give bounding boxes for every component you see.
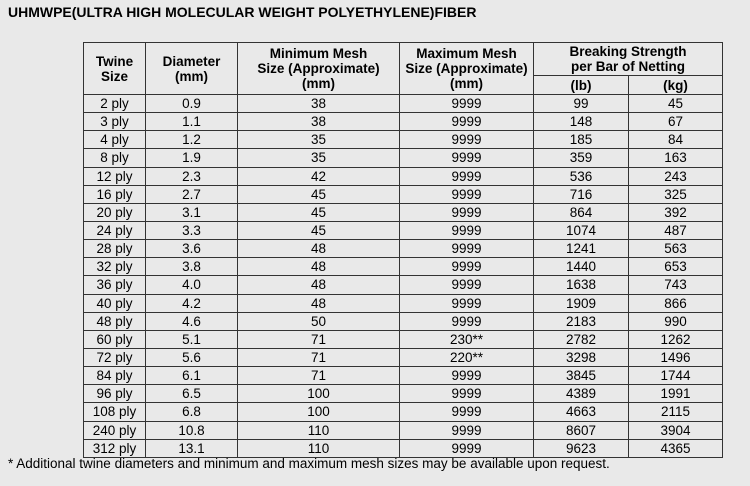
cell-strength-lb: 1440	[534, 258, 629, 276]
header-lb: (lb)	[534, 76, 629, 95]
table-row	[84, 294, 723, 312]
table-row	[84, 240, 723, 258]
cell-min-mesh: 100	[238, 385, 400, 403]
cell-strength-lb: 1909	[534, 294, 629, 312]
cell-strength-kg: 1262	[629, 330, 723, 348]
cell-twine-size: 16 ply	[84, 185, 146, 203]
cell-max-mesh: 9999	[400, 403, 534, 421]
cell-strength-kg: 866	[629, 294, 723, 312]
cell-max-mesh: 9999	[400, 149, 534, 167]
table-row	[84, 439, 723, 457]
cell-diameter: 4.2	[146, 294, 238, 312]
cell-twine-size: 4 ply	[84, 131, 146, 149]
cell-twine-size: 72 ply	[84, 348, 146, 366]
table-row	[84, 348, 723, 366]
cell-twine-size: 84 ply	[84, 367, 146, 385]
cell-min-mesh: 45	[238, 185, 400, 203]
cell-max-mesh: 9999	[400, 312, 534, 330]
cell-max-mesh: 230**	[400, 330, 534, 348]
cell-diameter: 3.6	[146, 240, 238, 258]
cell-max-mesh: 9999	[400, 203, 534, 221]
table-row	[84, 367, 723, 385]
cell-max-mesh: 9999	[400, 367, 534, 385]
table-row	[84, 330, 723, 348]
cell-max-mesh: 220**	[400, 348, 534, 366]
cell-strength-lb: 1074	[534, 221, 629, 239]
cell-max-mesh: 9999	[400, 294, 534, 312]
cell-strength-lb: 3298	[534, 348, 629, 366]
cell-min-mesh: 71	[238, 348, 400, 366]
cell-diameter: 6.1	[146, 367, 238, 385]
cell-diameter: 1.9	[146, 149, 238, 167]
table-row	[84, 385, 723, 403]
cell-min-mesh: 48	[238, 294, 400, 312]
cell-min-mesh: 38	[238, 113, 400, 131]
cell-twine-size: 36 ply	[84, 276, 146, 294]
cell-strength-lb: 8607	[534, 421, 629, 439]
cell-diameter: 5.6	[146, 348, 238, 366]
cell-min-mesh: 71	[238, 330, 400, 348]
cell-strength-lb: 716	[534, 185, 629, 203]
cell-min-mesh: 48	[238, 240, 400, 258]
cell-strength-lb: 1638	[534, 276, 629, 294]
cell-strength-kg: 1496	[629, 348, 723, 366]
cell-min-mesh: 45	[238, 203, 400, 221]
cell-twine-size: 8 ply	[84, 149, 146, 167]
spec-table	[83, 42, 723, 458]
table-row	[84, 221, 723, 239]
cell-diameter: 6.8	[146, 403, 238, 421]
cell-strength-kg: 1744	[629, 367, 723, 385]
cell-strength-kg: 163	[629, 149, 723, 167]
header-diameter: Diameter (mm)	[146, 43, 238, 95]
cell-twine-size: 12 ply	[84, 167, 146, 185]
cell-strength-lb: 4663	[534, 403, 629, 421]
cell-strength-kg: 4365	[629, 439, 723, 457]
cell-min-mesh: 48	[238, 258, 400, 276]
cell-strength-lb: 359	[534, 149, 629, 167]
cell-strength-lb: 1241	[534, 240, 629, 258]
cell-twine-size: 60 ply	[84, 330, 146, 348]
cell-diameter: 2.3	[146, 167, 238, 185]
cell-strength-kg: 563	[629, 240, 723, 258]
header-max-mesh: Maximum Mesh Size (Approximate) (mm)	[400, 43, 534, 95]
cell-diameter: 4.0	[146, 276, 238, 294]
cell-strength-kg: 392	[629, 203, 723, 221]
cell-twine-size: 28 ply	[84, 240, 146, 258]
cell-max-mesh: 9999	[400, 113, 534, 131]
cell-max-mesh: 9999	[400, 276, 534, 294]
cell-max-mesh: 9999	[400, 385, 534, 403]
cell-strength-lb: 4389	[534, 385, 629, 403]
cell-strength-kg: 84	[629, 131, 723, 149]
cell-strength-kg: 1991	[629, 385, 723, 403]
cell-diameter: 0.9	[146, 95, 238, 113]
table-row	[84, 167, 723, 185]
cell-strength-lb: 536	[534, 167, 629, 185]
cell-diameter: 1.2	[146, 131, 238, 149]
cell-min-mesh: 110	[238, 439, 400, 457]
cell-strength-kg: 743	[629, 276, 723, 294]
table-row	[84, 185, 723, 203]
cell-min-mesh: 100	[238, 403, 400, 421]
table-row	[84, 312, 723, 330]
cell-twine-size: 240 ply	[84, 421, 146, 439]
cell-strength-kg: 243	[629, 167, 723, 185]
table-row	[84, 95, 723, 113]
cell-min-mesh: 35	[238, 131, 400, 149]
cell-min-mesh: 42	[238, 167, 400, 185]
cell-twine-size: 312 ply	[84, 439, 146, 457]
header-min-mesh: Minimum Mesh Size (Approximate) (mm)	[238, 43, 400, 95]
cell-max-mesh: 9999	[400, 439, 534, 457]
cell-diameter: 3.3	[146, 221, 238, 239]
header-breaking-strength: Breaking Strength per Bar of Netting	[534, 43, 723, 76]
cell-max-mesh: 9999	[400, 221, 534, 239]
cell-diameter: 5.1	[146, 330, 238, 348]
cell-min-mesh: 35	[238, 149, 400, 167]
cell-diameter: 10.8	[146, 421, 238, 439]
table-row	[84, 149, 723, 167]
cell-twine-size: 40 ply	[84, 294, 146, 312]
cell-twine-size: 48 ply	[84, 312, 146, 330]
cell-strength-lb: 148	[534, 113, 629, 131]
cell-min-mesh: 38	[238, 95, 400, 113]
cell-strength-kg: 487	[629, 221, 723, 239]
header-kg: (kg)	[629, 76, 723, 95]
table-row	[84, 276, 723, 294]
cell-strength-lb: 864	[534, 203, 629, 221]
cell-min-mesh: 45	[238, 221, 400, 239]
cell-twine-size: 2 ply	[84, 95, 146, 113]
cell-strength-kg: 990	[629, 312, 723, 330]
cell-diameter: 3.1	[146, 203, 238, 221]
cell-diameter: 4.6	[146, 312, 238, 330]
cell-max-mesh: 9999	[400, 95, 534, 113]
cell-max-mesh: 9999	[400, 258, 534, 276]
cell-diameter: 6.5	[146, 385, 238, 403]
cell-strength-kg: 67	[629, 113, 723, 131]
cell-max-mesh: 9999	[400, 185, 534, 203]
cell-max-mesh: 9999	[400, 167, 534, 185]
cell-twine-size: 3 ply	[84, 113, 146, 131]
table-row	[84, 403, 723, 421]
table-row	[84, 113, 723, 131]
cell-strength-kg: 2115	[629, 403, 723, 421]
cell-strength-lb: 2782	[534, 330, 629, 348]
cell-strength-lb: 2183	[534, 312, 629, 330]
cell-strength-kg: 45	[629, 95, 723, 113]
cell-min-mesh: 71	[238, 367, 400, 385]
footnote: * Additional twine diameters and minimum and maximum mesh sizes may be available upon request.	[8, 456, 610, 471]
table-row	[84, 421, 723, 439]
cell-diameter: 13.1	[146, 439, 238, 457]
cell-strength-kg: 653	[629, 258, 723, 276]
cell-strength-lb: 3845	[534, 367, 629, 385]
cell-strength-lb: 9623	[534, 439, 629, 457]
table-row	[84, 131, 723, 149]
cell-twine-size: 32 ply	[84, 258, 146, 276]
spec-table-body	[84, 95, 723, 458]
header-twine-size: Twine Size	[84, 43, 146, 95]
cell-max-mesh: 9999	[400, 421, 534, 439]
cell-twine-size: 108 ply	[84, 403, 146, 421]
cell-diameter: 3.8	[146, 258, 238, 276]
cell-min-mesh: 110	[238, 421, 400, 439]
cell-twine-size: 24 ply	[84, 221, 146, 239]
cell-min-mesh: 50	[238, 312, 400, 330]
table-row	[84, 203, 723, 221]
page-title: UHMWPE(ULTRA HIGH MOLECULAR WEIGHT POLYETHYLENE)FIBER	[8, 4, 477, 20]
cell-diameter: 1.1	[146, 113, 238, 131]
cell-twine-size: 20 ply	[84, 203, 146, 221]
cell-strength-kg: 325	[629, 185, 723, 203]
table-row	[84, 258, 723, 276]
cell-twine-size: 96 ply	[84, 385, 146, 403]
cell-max-mesh: 9999	[400, 131, 534, 149]
cell-strength-kg: 3904	[629, 421, 723, 439]
cell-min-mesh: 48	[238, 276, 400, 294]
cell-strength-lb: 99	[534, 95, 629, 113]
cell-diameter: 2.7	[146, 185, 238, 203]
cell-strength-lb: 185	[534, 131, 629, 149]
cell-max-mesh: 9999	[400, 240, 534, 258]
